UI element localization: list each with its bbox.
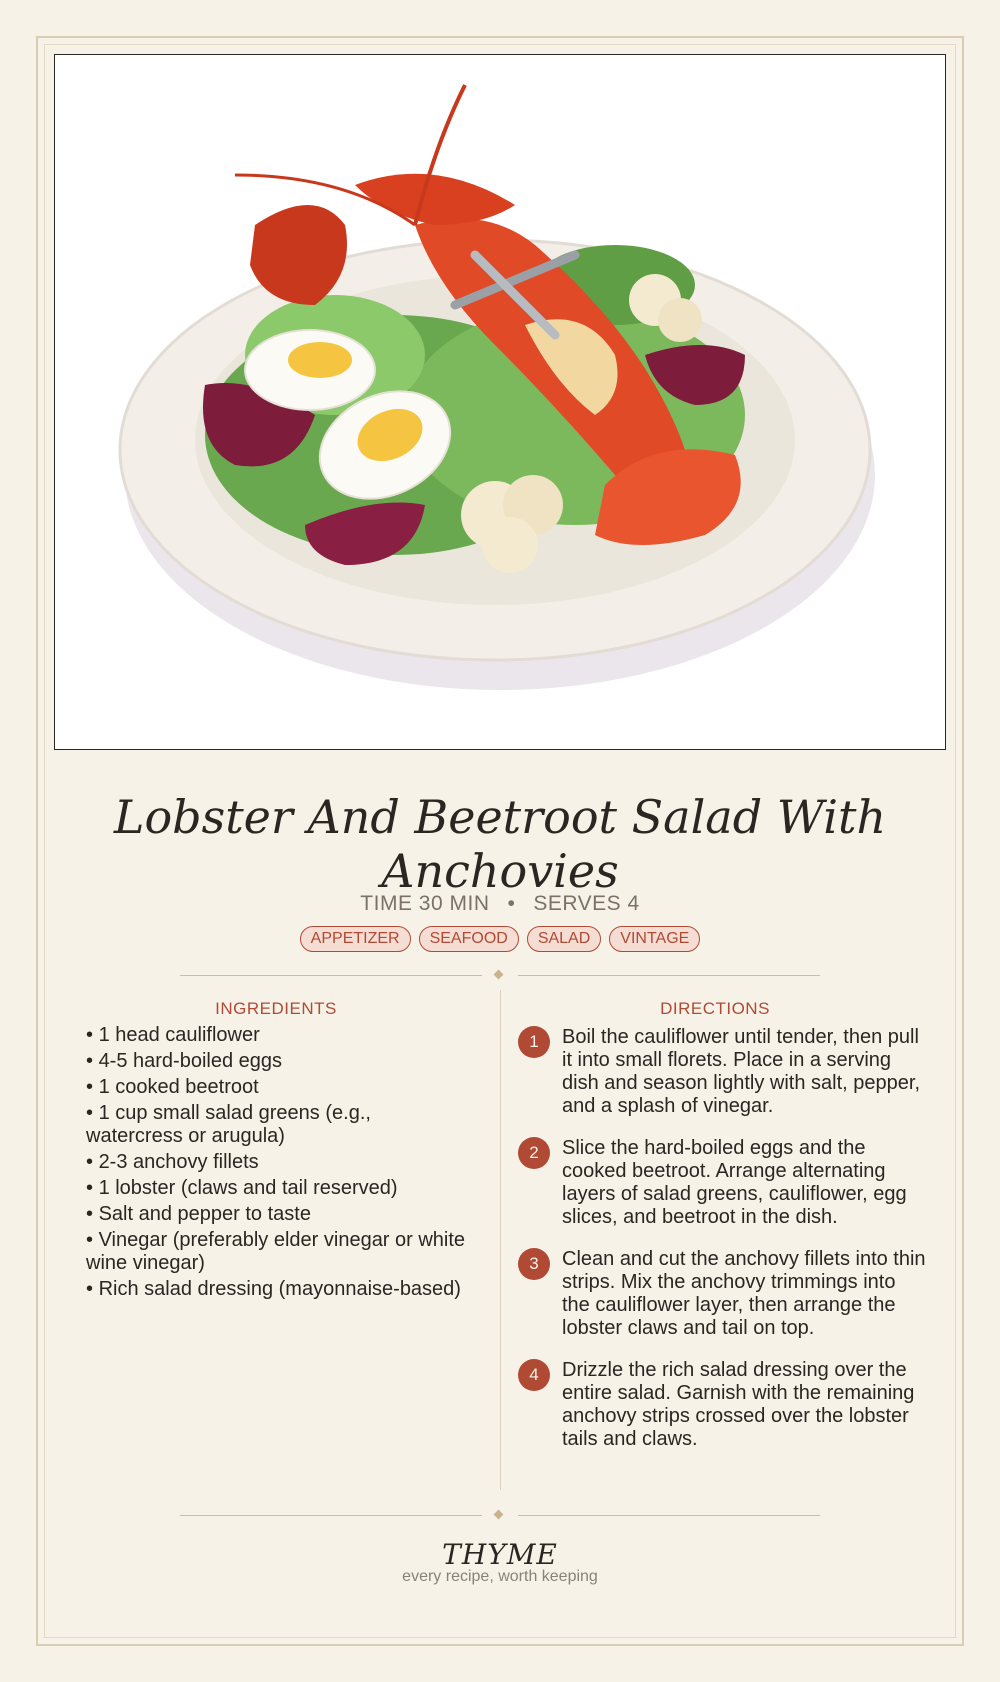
ingredient-item: • 2-3 anchovy fillets [86, 1151, 466, 1174]
direction-step [518, 1359, 928, 1451]
diamond-ornament-icon [494, 970, 504, 980]
top-divider [180, 969, 820, 981]
step-text: Drizzle the rich salad dressing over the entire salad. Garnish with the remaining anchovy strips crossed over the lobster tails and claws. [562, 1359, 915, 1450]
ingredient-item: • Vinegar (preferably elder vinegar or white wine vinegar) [86, 1229, 466, 1275]
step-text: Boil the cauliflower until tender, then pull it into small florets. Place in a serving dish and season lightly with salt, pepper, and a splash of vinegar. [562, 1026, 920, 1117]
meta-separator: • [507, 892, 516, 915]
diamond-ornament-icon [494, 1510, 504, 1520]
ingredient-item: • Rich salad dressing (mayonnaise-based) [86, 1278, 466, 1301]
directions-heading: DIRECTIONS [660, 999, 770, 1018]
step-text: Slice the hard-boiled eggs and the cooked beetroot. Arrange alternating layers of salad greens, cauliflower, egg slices, and beetroot in the dish. [562, 1137, 907, 1228]
tag-seafood[interactable]: SEAFOOD [419, 926, 519, 952]
direction-step [518, 1137, 928, 1229]
ingredients-list [86, 1024, 466, 1304]
serves-label: SERVES 4 [533, 892, 640, 915]
step-number-badge: 1 [518, 1026, 550, 1058]
ingredients-heading: INGREDIENTS [215, 999, 337, 1018]
tag-salad[interactable]: SALAD [527, 926, 601, 952]
ingredient-item: • 1 lobster (claws and tail reserved) [86, 1177, 466, 1200]
direction-step [518, 1026, 928, 1118]
ingredient-item: • 1 cooked beetroot [86, 1076, 466, 1099]
step-text: Clean and cut the anchovy fillets into thin strips. Mix the anchovy trimmings into the cauliflower layer, then arrange the lobster claws and tail on top. [562, 1248, 926, 1339]
recipe-title: Lobster And Beetroot Salad With Anchovies [113, 790, 887, 898]
ingredient-item: • 4-5 hard-boiled eggs [86, 1050, 466, 1073]
ingredient-item: • 1 head cauliflower [86, 1024, 466, 1047]
recipe-meta [0, 892, 1000, 916]
step-number-badge: 2 [518, 1137, 550, 1169]
tag-appetizer[interactable]: APPETIZER [300, 926, 411, 952]
direction-step [518, 1248, 928, 1340]
time-label: TIME 30 MIN [360, 892, 490, 915]
directions-list [518, 1026, 928, 1470]
ingredient-item: • Salt and pepper to taste [86, 1203, 466, 1226]
brand-tagline: every recipe, worth keeping [402, 1568, 598, 1585]
recipe-illustration [54, 54, 946, 750]
tag-vintage[interactable]: VINTAGE [609, 926, 700, 952]
lobster-salad-illustration-icon [55, 55, 945, 749]
step-number-badge: 3 [518, 1248, 550, 1280]
ingredient-item: • 1 cup small salad greens (e.g., watercress or arugula) [86, 1102, 466, 1148]
bottom-divider [180, 1509, 820, 1521]
brand-name: THYME [442, 1538, 558, 1571]
tag-list [0, 926, 1000, 952]
step-number-badge: 4 [518, 1359, 550, 1391]
column-divider [500, 990, 501, 1490]
